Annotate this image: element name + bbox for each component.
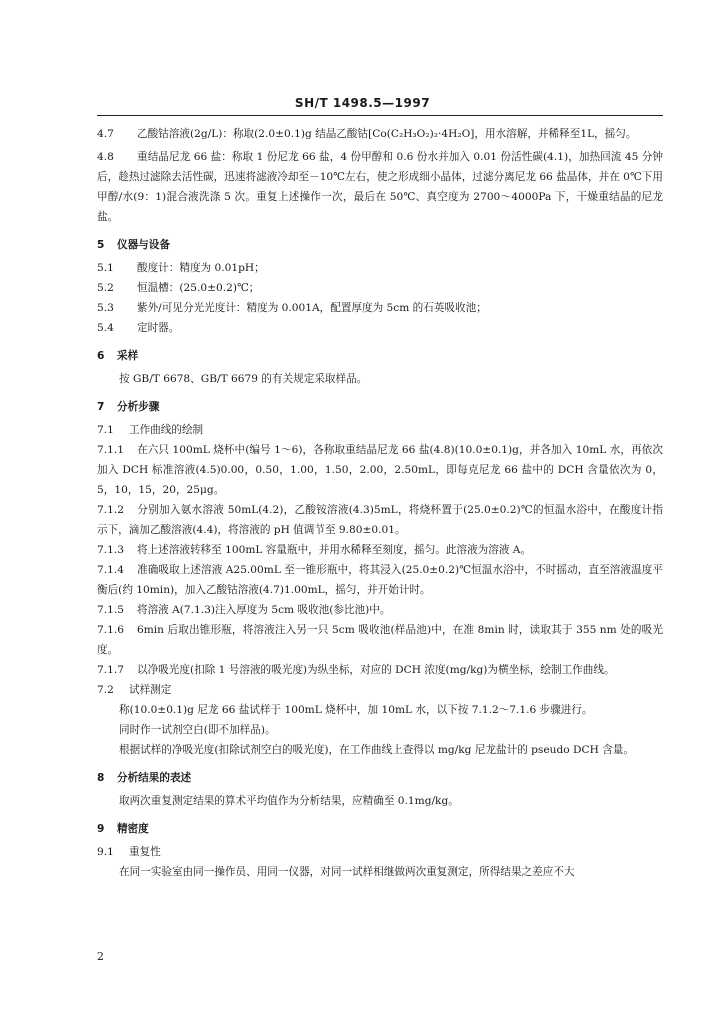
clause-5-2: [97, 278, 663, 298]
clause-text: 定时器。: [137, 322, 180, 334]
clause-5-4: [97, 318, 663, 338]
clause-5-3: [97, 298, 663, 318]
clause-7-2-line-2: 同时作一试剂空白(即不加样品)。: [119, 724, 276, 736]
clause-4-7: [97, 124, 663, 144]
clause-number: 4.7: [97, 128, 114, 140]
section-6-text: 按 GB/T 6678、GB/T 6679 的有关规定采取样品。: [119, 373, 368, 385]
header-rule: [97, 115, 663, 116]
clause-7-1: 7.1 工作曲线的绘制: [97, 424, 204, 436]
clause-7-1-3: 7.1.3 将上述溶液转移至 100mL 容量瓶中，并用水稀释至刻度，摇匀。此溶液为溶液 A。: [97, 544, 532, 556]
section-7-heading: 7 分析步骤: [97, 401, 160, 413]
clause-number: 5.1: [97, 262, 114, 274]
document-body: [97, 124, 663, 882]
clause-number: 5.2: [97, 282, 114, 294]
clause-text: 重结晶尼龙 66 盐：称取 1 份尼龙 66 盐，4 份甲醇和 0.6 份水并加入 0.01 份活性碳(4.1)，加热回流 45 分钟后，趁热过滤除去活性碳，迅速将滤液冷却至－10℃左右，使之形成细小晶体，过滤分离尼龙 66 盐晶体，并在 0℃下用甲醇/水(9：1)混合液洗涤 5 次。重复上述操作一次，最后在 50℃、真空度为 2700～4000Pa 下，干燥重结晶的尼龙盐。: [97, 151, 663, 223]
clause-7-2: 7.2 试样测定: [97, 684, 172, 696]
clause-7-1-5: 7.1.5 将溶液 A(7.1.3)注入厚度为 5cm 吸收池(参比池)中。: [97, 604, 391, 616]
clause-text: 紫外/可见分光光度计：精度为 0.001A，配置厚度为 5cm 的石英吸收池；: [137, 302, 487, 314]
clause-text: 乙酸钴溶液(2g/L)：称取(2.0±0.1)g 结晶乙酸钴[Co(C₂H₃O₂)₂·4H₂O]，用水溶解，并稀释至1L，摇匀。: [137, 128, 637, 140]
section-9-heading: 9 精密度: [97, 823, 149, 835]
clause-9-1-text: 在同一实验室由同一操作员、用同一仪器，对同一试样相继做两次重复测定，所得结果之差应不大: [119, 866, 575, 878]
clause-7-1-7: 7.1.7 以净吸光度(扣除 1 号溶液的吸光度)为纵坐标，对应的 DCH 浓度(mg/kg)为横坐标，绘制工作曲线。: [97, 664, 615, 676]
clause-text: 酸度计：精度为 0.01pH；: [137, 262, 265, 274]
section-8-heading: 8 分析结果的表述: [97, 772, 192, 784]
clause-7-1-2: 7.1.2 分别加入氨水溶液 50mL(4.2)，乙酸铵溶液(4.3)5mL，将烧杯置于(25.0±0.2)℃的恒温水浴中，在酸度计指示下，滴加乙酸溶液(4.4)，将溶液的 pH 值调节至 9.80±0.01。: [97, 504, 663, 536]
clause-number: 5.3: [97, 302, 114, 314]
standard-header: SH/T 1498.5—1997: [294, 96, 431, 110]
clause-text: 恒温槽：(25.0±0.2)℃；: [137, 282, 260, 294]
section-6-heading: 6 采样: [97, 350, 139, 362]
clause-7-2-line-1: 称(10.0±0.1)g 尼龙 66 盐试样于 100mL 烧杯中，加 10mL 水，以下按 7.1.2～7.1.6 步骤进行。: [119, 704, 593, 716]
clause-7-1-1: 7.1.1 在六只 100mL 烧杯中(编号 1～6)，各称取重结晶尼龙 66 盐(4.8)(10.0±0.1)g，并各加入 10mL 水，再依次加入 DCH 标准溶液(4.5)0.00，0.50，1.00，1.50，2.00，2.50mL，即每克尼龙 66 盐中的 DCH 含量依次为 0，5，10，15，20，25μg。: [97, 444, 663, 496]
clause-7-1-4: 7.1.4 准确吸取上述溶液 A25.00mL 至一锥形瓶中，将其浸入(25.0±0.2)℃恒温水浴中，不时摇动，直至溶液温度平衡后(约 10min)，加入乙酸钴溶液(4.7)1.00mL，摇匀，并开始计时。: [97, 564, 663, 596]
clause-number: 4.8: [97, 151, 114, 163]
section-8-text: 取两次重复测定结果的算术平均值作为分析结果，应精确至 0.1mg/kg。: [119, 795, 459, 807]
clause-7-2-line-3: 根据试样的净吸光度(扣除试剂空白的吸光度)，在工作曲线上查得以 mg/kg 尼龙盐计的 pseudo DCH 含量。: [119, 744, 634, 756]
clause-number: 5.4: [97, 322, 114, 334]
clause-7-1-6: 7.1.6 6min 后取出锥形瓶，将溶液注入另一只 5cm 吸收池(样品池)中，在准 8min 时，读取其于 355 nm 处的吸光度。: [97, 624, 663, 656]
clause-5-1: [97, 258, 663, 278]
section-5-heading: 5 仪器与设备: [97, 239, 170, 251]
page-number: 2: [97, 950, 104, 963]
clause-4-8: [97, 147, 663, 227]
clause-9-1: 9.1 重复性: [97, 846, 161, 858]
